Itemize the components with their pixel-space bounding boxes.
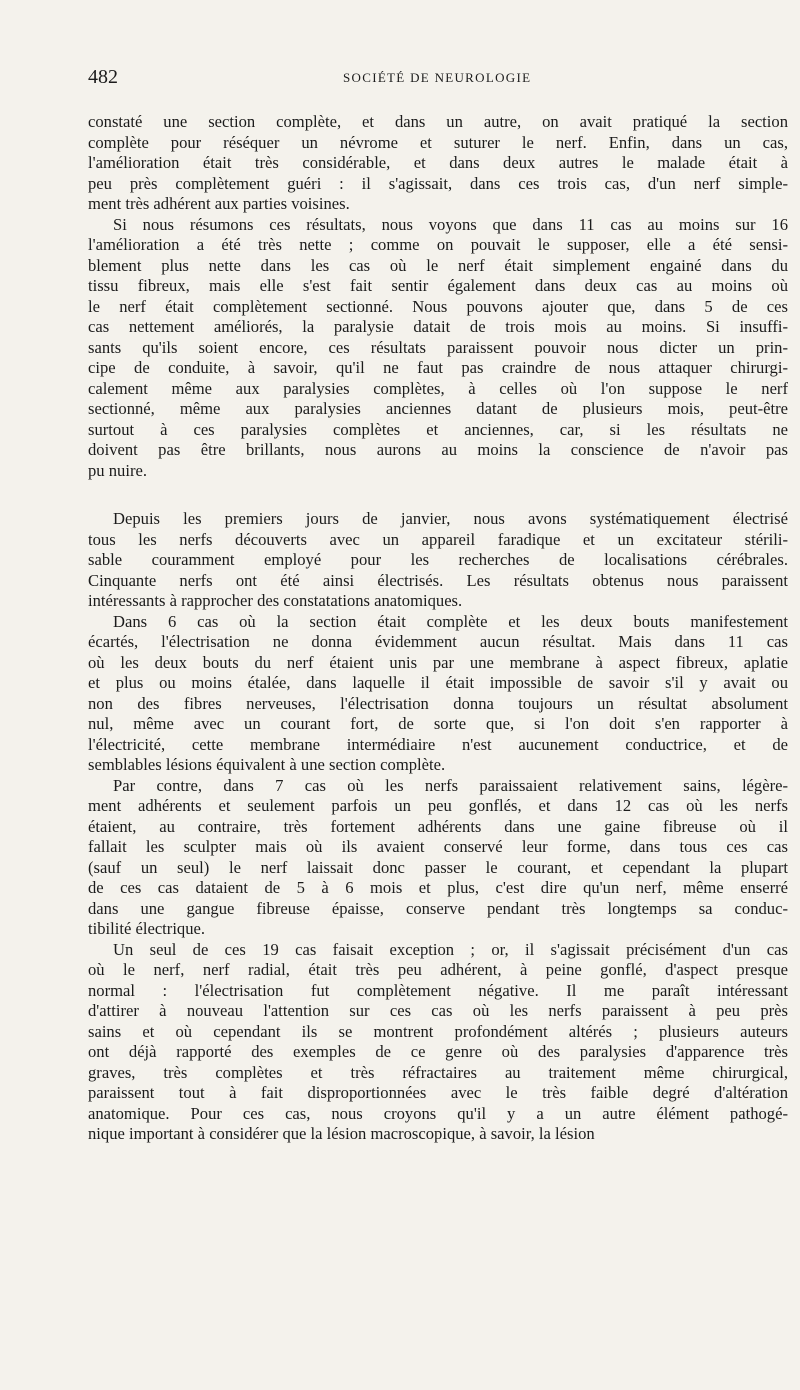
text-line: graves, très complètes et très réfractaires au traitement même chirurgical, [88, 1062, 788, 1082]
text-line: Dans 6 cas où la section était complète et les deux bouts manifestement [113, 611, 788, 631]
text-line: Depuis les premiers jours de janvier, nous avons systématiquement électrisé [113, 509, 788, 528]
text-line: calement même aux paralysies complètes, à celles où l'on suppose le nerf [88, 378, 788, 398]
text-line: doivent pas être brillants, nous aurons au moins la conscience de n'avoir pas [88, 440, 788, 459]
paragraph [88, 940, 788, 1145]
text-line: l'électricité, cette membrane intermédiaire n'est aucunement conductrice, et de [88, 734, 788, 754]
text-line: surtout à ces paralysies complètes et anciennes, car, si les résultats ne [88, 419, 788, 439]
text-line: Si nous résumons ces résultats, nous voyons que dans 11 cas au moins sur 16 [113, 214, 788, 234]
text-line: (sauf un seul) le nerf laissait donc passer le courant, et cependant la plupart [88, 857, 788, 877]
paragraph [88, 612, 788, 776]
text-line: ment très adhérent aux parties voisines. [88, 194, 350, 213]
text-line: peu près complètement guéri : il s'agissait, dans ces trois cas, d'un nerf simple- [88, 173, 788, 193]
text-line: et plus ou moins étalée, dans laquelle il était impossible de savoir s'il y avait ou [88, 673, 788, 692]
text-line: nul, même avec un courant fort, de sorte que, si l'on doit s'en rapporter à [88, 714, 788, 733]
text-line: écartés, l'électrisation ne donna évidemment aucun résultat. Mais dans 11 cas [88, 632, 788, 651]
text-line: fallait les sculpter mais où ils avaient conservé leur forme, dans tous ces cas [88, 837, 788, 856]
text-line: tibilité électrique. [88, 919, 206, 938]
text-line: le nerf était complètement sectionné. Nous pouvons ajouter que, dans 5 de ces [88, 296, 788, 316]
paragraph-gap [88, 481, 788, 509]
text-line: Un seul de ces 19 cas faisait exception ; or, il s'agissait précisément d'un cas [113, 939, 788, 959]
text-line: nique important à considérer que la lésion macroscopique, à savoir, la lésion [88, 1124, 595, 1143]
text-line: l'amélioration était très considérable, et dans deux autres le malade était à [88, 153, 788, 172]
page-header [88, 66, 760, 96]
text-line: intéressants à rapprocher des constatations anatomiques. [88, 591, 463, 610]
paragraph [88, 776, 788, 940]
text-line: étaient, au contraire, très fortement adhérents dans une gaine fibreuse où il [88, 816, 788, 836]
text-line: où le nerf, nerf radial, était très peu adhérent, à peine gonflé, d'aspect presque [88, 960, 788, 979]
page-number: 482 [88, 66, 118, 88]
paragraph [88, 509, 788, 612]
text-line: tous les nerfs découverts avec un appareil faradique et un excitateur stérili- [88, 529, 788, 549]
running-head: SOCIÉTÉ DE NEUROLOGIE [343, 70, 532, 85]
text-line: tissu fibreux, mais elle s'est fait sentir également dans deux cas au moins où [88, 276, 788, 295]
text-line: où les deux bouts du nerf étaient unis par une membrane à aspect fibreux, aplatie [88, 652, 788, 672]
text-line: l'amélioration a été très nette ; comme on pouvait le supposer, elle a été sensi- [88, 235, 788, 254]
text-line: normal : l'électrisation fut complètement négative. Il me paraît intéressant [88, 980, 788, 1000]
text-line: sectionné, même aux paralysies anciennes datant de plusieurs mois, peut-être [88, 399, 788, 418]
text-line: paraissent tout à fait disproportionnées avec le très faible degré d'altération [88, 1083, 788, 1102]
text-line: de ces cas dataient de 5 à 6 mois et plus, c'est dire qu'un nerf, même enserré [88, 878, 788, 897]
paragraph [88, 215, 788, 482]
paragraph [88, 112, 788, 215]
body-text [88, 112, 788, 1145]
text-line: constaté une section complète, et dans un autre, on avait pratiqué la section [88, 112, 788, 131]
text-line: ment adhérents et seulement parfois un peu gonflés, et dans 12 cas où les nerfs [88, 796, 788, 815]
text-line: sains et où cependant ils se montrent profondément altérés ; plusieurs auteurs [88, 1021, 788, 1041]
text-line: semblables lésions équivalent à une section complète. [88, 755, 446, 774]
text-line: complète pour réséquer un névrome et suturer le nerf. Enfin, dans un cas, [88, 132, 788, 152]
text-line: non des fibres nerveuses, l'électrisation donna toujours un résultat absolument [88, 693, 788, 713]
text-line: cas nettement améliorés, la paralysie datait de trois mois au moins. Si insuffi- [88, 317, 788, 336]
text-line: sable couramment employé pour les recherches de localisations cérébrales. [88, 550, 788, 569]
text-line: blement plus nette dans les cas où le nerf était simplement engainé dans du [88, 255, 788, 275]
text-line: pu nuire. [88, 460, 147, 480]
text-line: dans une gangue fibreuse épaisse, conserve pendant très longtemps sa conduc- [88, 898, 788, 918]
text-line: Cinquante nerfs ont été ainsi électrisés. Les résultats obtenus nous paraissent [88, 570, 788, 590]
text-line: d'attirer à nouveau l'attention sur ces cas où les nerfs paraissent à peu près [88, 1001, 788, 1020]
text-line: cipe de conduite, à savoir, qu'il ne faut pas craindre de nous attaquer chirurgi- [88, 358, 788, 377]
text-line: sants qu'ils soient encore, ces résultats paraissent pouvoir nous dicter un prin- [88, 337, 788, 357]
text-line: Par contre, dans 7 cas où les nerfs paraissaient relativement sains, légère- [113, 775, 788, 795]
text-line: anatomique. Pour ces cas, nous croyons qu'il y a un autre élément pathogé- [88, 1103, 788, 1123]
text-line: ont déjà rapporté des exemples de ce genre où des paralysies d'apparence très [88, 1042, 788, 1061]
